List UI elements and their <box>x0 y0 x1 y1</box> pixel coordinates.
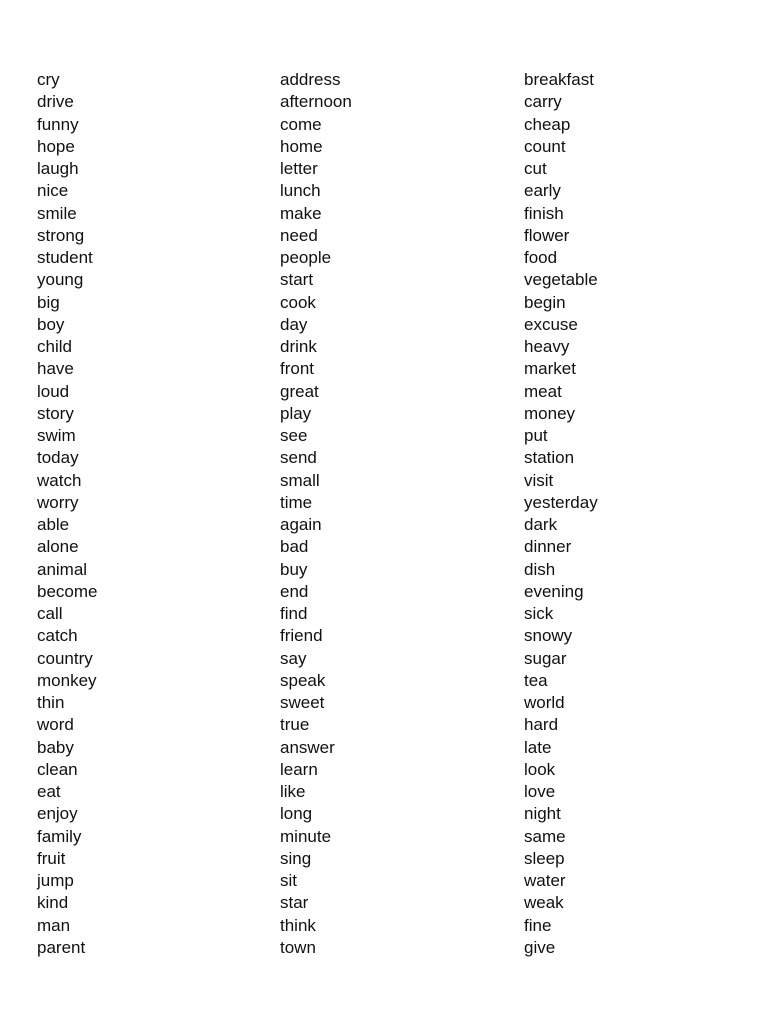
word-item: cut <box>524 159 547 178</box>
word-item: night <box>524 804 561 824</box>
word-item: snowy <box>524 626 573 646</box>
word-item: strong <box>37 225 85 245</box>
word-item: carry <box>524 92 562 112</box>
word-item: flower <box>524 225 570 245</box>
word-item: think <box>280 915 316 935</box>
word-item: time <box>280 492 313 512</box>
word-item: speak <box>280 670 326 690</box>
word-item: baby <box>37 737 74 757</box>
word-item: big <box>37 292 60 312</box>
word-column-1 <box>37 69 257 959</box>
word-item: family <box>37 826 82 846</box>
word-item: cheap <box>524 114 571 134</box>
word-item: give <box>524 937 556 957</box>
word-item: play <box>280 403 312 423</box>
word-item: heavy <box>524 337 570 356</box>
word-item: like <box>280 782 306 801</box>
word-item: weak <box>524 893 564 913</box>
word-item: money <box>524 403 576 423</box>
word-item: sing <box>280 848 312 868</box>
word-item: story <box>37 403 74 423</box>
word-item: breakfast <box>524 70 594 89</box>
word-item: tea <box>524 670 548 690</box>
word-item: water <box>524 871 566 890</box>
word-item: say <box>280 648 307 668</box>
word-item: afternoon <box>280 92 352 112</box>
word-item: dinner <box>524 537 572 557</box>
word-item: monkey <box>37 670 97 690</box>
word-item: station <box>524 448 575 468</box>
word-item: vegetable <box>524 270 598 290</box>
word-column-3 <box>524 69 744 959</box>
word-item: watch <box>37 470 82 490</box>
word-item: funny <box>37 114 79 134</box>
word-item: animal <box>37 559 88 579</box>
word-item: laugh <box>37 159 79 178</box>
word-item: country <box>37 648 93 668</box>
word-item: finish <box>524 203 564 223</box>
word-item: sick <box>524 604 554 623</box>
word-item: send <box>280 448 317 468</box>
word-item: yesterday <box>524 492 598 512</box>
word-item: end <box>280 581 309 601</box>
word-item: minute <box>280 826 332 846</box>
word-item: today <box>37 448 79 468</box>
word-item: food <box>524 248 558 267</box>
word-item: child <box>37 337 72 356</box>
word-item: day <box>280 314 308 334</box>
word-item: call <box>37 604 63 623</box>
word-item: dark <box>524 515 558 534</box>
word-item: start <box>280 270 314 290</box>
word-item: drink <box>280 337 317 356</box>
word-item: able <box>37 515 70 534</box>
word-item: hope <box>37 136 75 156</box>
word-item: man <box>37 915 71 935</box>
word-item: begin <box>524 292 566 312</box>
word-item: answer <box>280 737 335 757</box>
word-item: meat <box>524 381 562 401</box>
word-item: have <box>37 359 74 379</box>
word-item: early <box>524 181 561 201</box>
word-item: small <box>280 470 320 490</box>
word-item: smile <box>37 203 77 223</box>
word-item: parent <box>37 937 86 957</box>
word-item: find <box>280 604 308 623</box>
word-item: see <box>280 426 308 445</box>
word-item: jump <box>37 871 74 890</box>
word-item: market <box>524 359 576 379</box>
word-item: again <box>280 515 322 534</box>
word-item: excuse <box>524 314 578 334</box>
word-item: love <box>524 782 556 801</box>
word-item: eat <box>37 782 61 801</box>
word-item: great <box>280 381 319 401</box>
word-item: hard <box>524 715 559 735</box>
word-item: evening <box>524 581 584 601</box>
word-column-2 <box>280 69 500 959</box>
word-item: dish <box>524 559 556 579</box>
word-item: drive <box>37 92 74 112</box>
word-item: cry <box>37 70 60 89</box>
word-item: star <box>280 893 309 913</box>
word-item: cook <box>280 292 316 312</box>
word-item: world <box>524 693 565 712</box>
word-item: sit <box>280 871 297 890</box>
word-item: front <box>280 359 315 379</box>
word-item: count <box>524 136 566 156</box>
word-item: visit <box>524 470 554 490</box>
word-item: clean <box>37 759 78 779</box>
word-item: home <box>280 136 323 156</box>
word-item: learn <box>280 759 318 779</box>
word-item: address <box>280 70 341 89</box>
word-item: loud <box>37 381 70 401</box>
word-item: swim <box>37 426 76 445</box>
word-item: look <box>524 759 556 779</box>
word-item: letter <box>280 159 318 178</box>
word-item: worry <box>37 492 79 512</box>
word-item: catch <box>37 626 78 646</box>
word-item: nice <box>37 181 69 201</box>
word-item: late <box>524 737 552 757</box>
word-item: thin <box>37 693 65 712</box>
word-item: fine <box>524 915 552 935</box>
word-item: long <box>280 804 313 824</box>
word-item: buy <box>280 559 308 579</box>
word-item: alone <box>37 537 79 557</box>
word-item: people <box>280 248 332 267</box>
word-item: enjoy <box>37 804 78 824</box>
word-item: lunch <box>280 181 321 201</box>
word-item: make <box>280 203 322 223</box>
word-item: become <box>37 581 98 601</box>
word-item: sleep <box>524 848 565 868</box>
word-item: friend <box>280 626 323 646</box>
word-item: bad <box>280 537 309 557</box>
word-item: town <box>280 937 316 957</box>
word-item: come <box>280 114 322 134</box>
word-item: student <box>37 248 93 267</box>
word-item: fruit <box>37 848 66 868</box>
word-item: kind <box>37 893 69 913</box>
word-item: need <box>280 225 318 245</box>
word-item: put <box>524 426 548 445</box>
word-item: boy <box>37 314 65 334</box>
word-item: word <box>37 715 74 735</box>
word-item: young <box>37 270 84 290</box>
word-item: sweet <box>280 693 325 712</box>
word-item: sugar <box>524 648 567 668</box>
word-item: same <box>524 826 566 846</box>
word-item: true <box>280 715 310 735</box>
